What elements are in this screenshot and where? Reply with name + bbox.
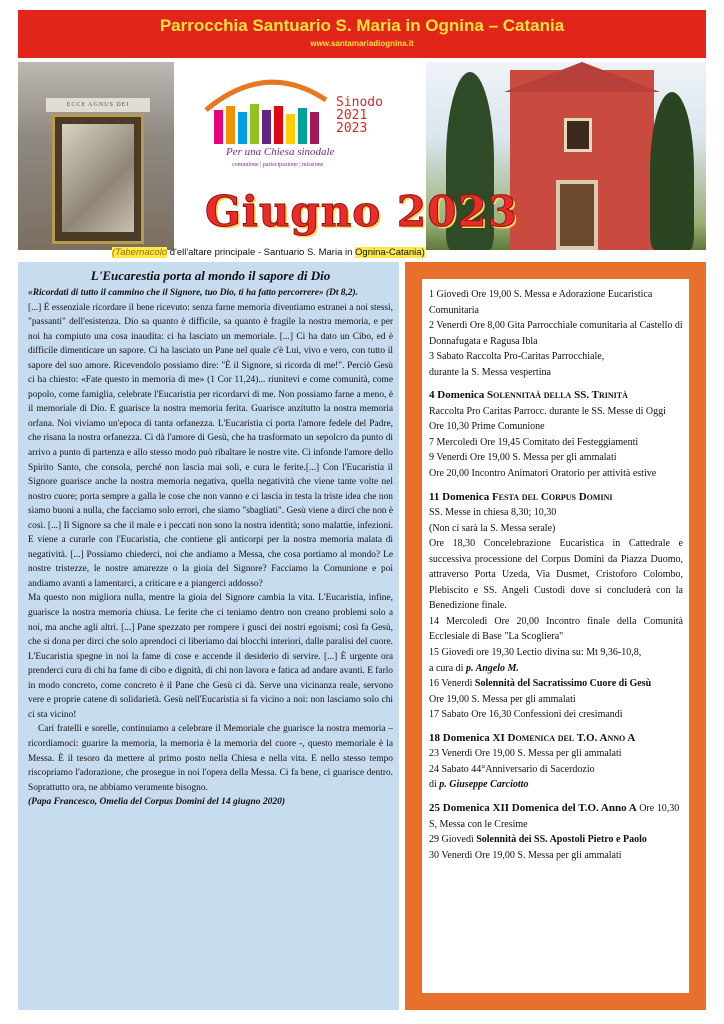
caption-part-2: d'ell'altare principale - Santuario S. Maria in (167, 247, 356, 258)
calendar-entry: Ore 18,30 Concelebrazione Eucaristica in Cattedrale e successiva processione del Corpus Domini da Piazza Duomo, attraverso Porta Uzeda, Via Dusmet, Cristoforo Colombo, Plebiscito e SS. Angeli Custodi dove si concluderà con la Benedizione finale. (429, 538, 683, 612)
calendar-entry (429, 832, 683, 848)
calendar-entry: Ore 20,00 Incontro Animatori Oratorio per attività estive (429, 468, 657, 480)
tabernacle-inscription: ECCE AGNUS DEI (46, 98, 150, 112)
article-title: L'Eucarestia porta al mondo il sapore di Dio (90, 268, 331, 283)
tabernacle-photo (18, 62, 174, 250)
calendar-heading-feast: Domenica del T.O. Anno A (507, 731, 636, 744)
calendar-entry: (Non ci sarà la S. Messa serale) (429, 522, 556, 534)
calendar-entry (429, 661, 683, 677)
calendar-entry: 24 Sabato 44°Anniversario di Sacerdozio (429, 763, 595, 775)
calendar-heading: 25 Domenica XII Domenica del T.O. Anno A (429, 801, 637, 814)
calendar-heading (429, 388, 683, 404)
calendar-entry: 17 Sabato Ore 16,30 Confessioni dei cresimandi (429, 709, 623, 721)
calendar-text: a cura di (429, 662, 466, 674)
caption-part-1: (Tabernacolo (112, 247, 168, 258)
synod-tagline: Per una Chiesa sinodale (226, 146, 335, 158)
synod-subtitle: comunione | partecipazione | missione (232, 162, 324, 168)
calendar-text: 29 Giovedì (429, 834, 477, 846)
calendar-entry (429, 676, 683, 692)
calendar-entry: Ore 10,30 Prime Comunione (429, 421, 545, 433)
tabernacle-door (62, 124, 134, 232)
article-source: (Papa Francesco, Omelia del Corpus Domini del 14 giugno 2020) (28, 797, 286, 808)
parish-header (18, 10, 706, 58)
calendar-feast: Solennità dei SS. Apostoli Pietro e Paolo (476, 834, 647, 846)
photo-caption (112, 247, 425, 259)
calendar-heading-day: 18 Domenica XI (429, 731, 508, 744)
calendar-heading-feast: Festa del Corpus Domini (491, 490, 613, 503)
calendar-entry: 30 Venerdì Ore 19,00 S. Messa per gli ammalati (429, 849, 622, 861)
parish-website[interactable]: www.santamariadiognina.it (310, 39, 414, 48)
calendar-heading-feast: Solennitaà della SS. Trinità (487, 389, 628, 402)
calendar-feast: Solennità del Sacratissimo Cuore di Gesù (474, 678, 652, 690)
church-window (564, 118, 592, 152)
calendar-entry: 2 Venerdì Ore 8,00 Gita Parrocchiale comunitaria al Castello di Donnafugata e Ragusa Ibla (429, 320, 683, 347)
church-portal (556, 180, 598, 250)
calendar-entry: durante la S. Messa vespertina (429, 366, 551, 378)
calendar-heading (429, 490, 683, 506)
parish-title: Parrocchia Santuario S. Maria in Ognina – Catania (159, 16, 565, 35)
calendar-entry: SS. Messe in chiesa 8,30; 10,30 (429, 507, 557, 519)
calendar-heading-day: 11 Domenica (429, 490, 492, 503)
synod-years: 2021 2023 (336, 108, 368, 136)
caption-part-3: Ognina-Catania) (355, 247, 425, 258)
article-paragraph-3: Cari fratelli e sorelle, continuiamo a celebrare il Memoriale che guarisce la nostra memoria – ricordiamoci: guarire la memoria, la memoria è la memoria del cuore -, questo memoriale è la Messa. È il tesoro da mettere al primo posto nella Chiesa e nella vita. E nello stesso tempo riscopriamo l'adorazione, che prosegue in noi l'opera della Messa. Ci fa bene, ci guarisce dentro. Soprattutto ora, ne abbiamo veramente bisogno. (28, 724, 393, 793)
calendar-person: p. Giuseppe Carciotto (439, 779, 529, 791)
article-paragraph-1: [...] È essenziale ricordare il bene ricevuto: senza farne memoria diventiamo estranei a noi stessi, "passanti" dell'esistenza. Dio sa quanto è difficile, sa quanto è fragile la nostra memoria, e per noi ha compiuto una cosa inaudita: ci ha lasciato un memoriale. [...] Ci ha dato un Cibo, ed è difficile dimenticare un sapore. Ci ha lasciato un Pane nel quale c'è Lui, vivo e vero, con tutto il sapore del suo amore. Ricevendolo possiamo dire: "È il Signore, si ricorda di me!". Perciò Gesù ci ha chiesto: «Fate questo in memoria di me» (1 Cor 11,24)... riunitevi e come comunità, come popolo, come famiglia, celebrate l'Eucaristia per ricordarvi di me. Non possiamo farne a meno, è il memoriale di Dio. E guarisce la nostra memoria ferita. Guarisce anzitutto la nostra memoria orfana. Noi viviamo un'epoca di tanta orfanezza. L'Eucaristia ci porta l'amore fedele del Padre, che risana la nostra orfanezza. Ci dà l'amore di Gesù, che ha trasformato un sepolcro da punto di arrivo a punto di partenza e allo stesso modo può ribaltare le nostre vite. Ci infonde l'amore dello Spirito Santo, che consola, perché non lascia mai soli, e cura le ferite.[...] Con l'Eucaristia il Signore guarisce anche la nostra memoria negativa, quella negatività che viene tante volte nel nostro cuore; porta sempre a galla le cose che non vanno e ci lascia in testa la triste idea che non siamo buoni a nulla, che facciamo solo errori, che siamo "sbagliati". Gesù viene a dirci che non è così. [...] Il Signore sa che il male e i peccati non sono la nostra identità; sono malattie, infezioni. E viene a curarle con l'Eucaristia, che contiene gli anticorpi per la nostra memoria malata di negatività. [...] Possiamo chiederci, noi che andiamo a Messa, che cosa portiamo al mondo? Le nostre tristezze, le nostre amarezze o la gioia del Signore? Facciamo la Comunione e poi andiamo avanti a lamentarci, a criticare e a piangerci addosso? (28, 302, 393, 589)
calendar-entry (429, 801, 683, 832)
calendar-text: Ore 10,30 S, Messa con le Cresime (429, 802, 680, 830)
synod-logo (196, 70, 426, 178)
cypress-tree-right (650, 92, 694, 250)
article-quote: «Ricordati di tutto il cammino che il Signore, tuo Dio, ti ha fatto percorrere» (Dt 8,2). (28, 288, 358, 298)
synod-people-graphic (196, 70, 336, 150)
calendar-entry: Ore 19,00 S. Messa per gli ammalati (429, 693, 576, 705)
calendar-box (422, 279, 689, 993)
synod-word: Sinodo (336, 95, 383, 110)
calendar-person: p. Angelo M. (465, 662, 519, 674)
church-pediment (504, 62, 660, 92)
calendar-entry: 14 Mercoledì Ore 20,00 Incontro finale della Comunità Ecclesiale di Base "La Scogliera" (429, 615, 683, 643)
article-paragraph-2: Ma questo non migliora nulla, mentre la gioia del Signore cambia la vita. L'Eucaristia, infine, guarisce la nostra memoria chiusa. Le ferite che ci teniamo dentro non creano problemi solo a noi, ma anche agli altri. [...] Pane spezzato per rompere i gusci dei nostri egoismi; così fa Gesù, che si dona per dirci che solo aprendoci ci liberiamo dai blocchi interiori, dalle paralisi del cuore. L'Eucaristia spegne in noi la fame di cose e accende il desiderio di servire. [...] È urgente ora prenderci cura di chi ha fame di cibo e dignità, di chi non lavora e fatica ad andare avanti. E farlo in modo concreto, come concreto è il Pane che Gesù ci dà. Serve una vicinanza reale, servono vere e proprie catene di solidarietà. Gesù nell'Eucaristia si fa vicino a noi: non lasciamo solo chi ci sta vicino! (28, 593, 393, 720)
calendar-heading (429, 731, 683, 747)
calendar-text: di (429, 779, 440, 791)
synod-label (336, 96, 396, 135)
calendar-heading-day: 4 Domenica (429, 389, 488, 402)
calendar-entry: 3 Sabato Raccolta Pro-Caritas Parrocchiale, (429, 351, 605, 363)
calendar-entry: 15 Giovedì ore 19,30 Lectio divina su: Mt 9,36-10,8, (429, 647, 642, 659)
calendar-entry (429, 777, 683, 793)
calendar-entry: 23 Venerdì Ore 19,00 S. Messa per gli ammalati (429, 748, 622, 760)
calendar-column (405, 262, 706, 1010)
calendar-entry: 1 Giovedì Ore 19,00 S. Messa e Adorazione Eucaristica Comunitaria (429, 289, 653, 316)
calendar-entry: 9 Venerdì Ore 19,00 S. Messa per gli ammalati (429, 452, 617, 464)
article-column (18, 262, 399, 1010)
calendar-entry: 7 Mercoledì Ore 19,45 Comitato dei Festeggiamenti (429, 436, 639, 448)
month-title: Giugno 2023 (205, 187, 518, 236)
calendar-text: 16 Venerdì (429, 678, 475, 690)
calendar-entry: Raccolta Pro Caritas Parrocc. durante le SS. Messe di Oggi (429, 405, 666, 417)
